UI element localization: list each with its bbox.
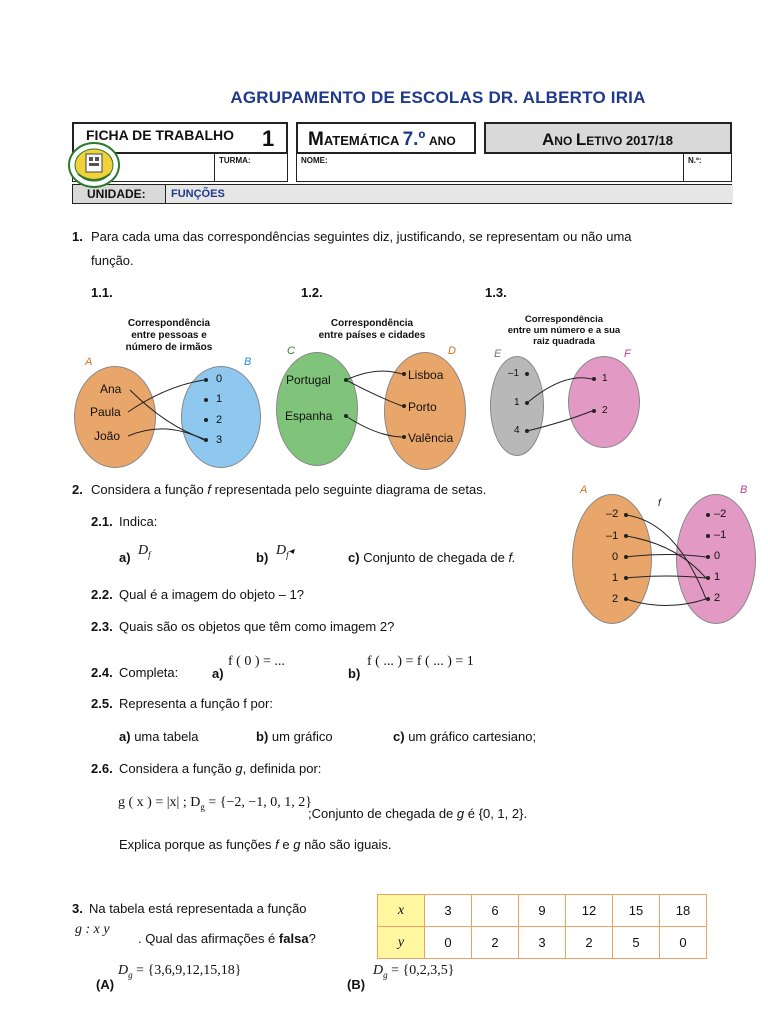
worksheet-number: 1 [262,126,275,151]
q3-option-a-math: $D_g = \{3,6,9,12,15,18\}$ [118,963,242,980]
q2-left-1: –1 [606,530,619,542]
q1-sub-3: 1.3. [485,285,507,300]
q2-fn-label: f [658,498,661,509]
d2-right-1: Porto [408,400,437,414]
q2-number: 2. [72,482,83,497]
d1-right-0: 0 [216,373,223,385]
d1-left-2: João [94,429,121,443]
d3-set-e: E [494,348,502,360]
q3-text-a: Na tabela está representada a função [89,901,307,916]
q25-c: c) um gráfico cartesiano; [393,729,537,744]
d1-right-2: 2 [216,414,223,426]
q3-y-0: 0 [425,927,472,959]
d2-right-2: Valência [408,431,454,445]
q2-arrows [566,482,758,626]
d3-title-1: Correspondência [524,314,604,325]
q3-x-3: 12 [566,895,613,927]
q3-x-0: 3 [425,895,472,927]
q21-text: Indica: [119,514,158,529]
turma-field[interactable]: TURMA: [214,154,288,182]
d3-title-2: entre um número e a sua [507,325,621,336]
q24-text: Completa: [119,665,179,680]
worksheet-label: FICHA DE TRABALHO [86,127,235,143]
q25-a: a) uma tabela [119,729,199,744]
d3-right-1: 2 [602,405,608,416]
q3-number: 3. [72,901,83,916]
d3-set-f: F [624,348,631,360]
diagram-1-2 [276,316,468,472]
diagram-1-3 [484,312,644,462]
d2-arrows [276,316,468,472]
d1-title-3: número de irmãos [125,342,213,353]
q2-left-3: 1 [612,572,619,584]
q3-y-4: 5 [613,927,660,959]
q23-text: Quais são os objetos que têm como imagem 2? [119,619,395,634]
q1-text-line1: Para cada uma das correspondências seguintes diz, justificando, se representam ou não uma [91,229,632,244]
q21-b-math: $D_f◂$ [276,543,294,560]
q2-right-4: 2 [714,592,721,604]
d3-left-1: 1 [514,397,520,408]
q2-text: Considera a função f representada pelo seguinte diagrama de setas. [91,482,487,497]
d2-set-d: D [448,345,456,357]
d1-right-1: 1 [216,393,223,405]
d2-right-0: Lisboa [408,368,444,382]
d1-left-1: Paula [90,405,121,419]
q2-right-1: –1 [714,529,727,541]
q2-left-0: –2 [606,508,619,520]
d2-set-c: C [287,345,295,357]
d3-left-0: –1 [508,368,520,379]
d2-left-0: Portugal [286,373,331,387]
q21-number: 2.1. [91,514,113,529]
q3-x-1: 6 [472,895,519,927]
q3-x-5: 18 [660,895,707,927]
q25-number: 2.5. [91,696,113,711]
subject: MATEMÁTICA 7.º ANO [308,129,456,150]
q3-y-5: 0 [660,927,707,959]
q1-sub-2: 1.2. [301,285,323,300]
d2-title-2: entre países e cidades [318,330,426,341]
q22-number: 2.2. [91,587,113,602]
q2-right-0: –2 [714,508,727,520]
q26-math: g ( x ) = |x| ; $D_g = \{-2$, −1, 0, 1, 2} [118,795,312,812]
q24-a-math: f ( 0 ) = ... [228,654,285,669]
q3-x-2: 9 [519,895,566,927]
d3-title-3: raiz quadrada [533,336,595,347]
school-title: AGRUPAMENTO DE ESCOLAS DR. ALBERTO IRIA [230,88,646,107]
d2-title-1: Correspondência [330,318,414,329]
d1-right-3: 3 [216,434,223,446]
q3-func: g : x y [75,922,110,937]
q3-y-3: 2 [566,927,613,959]
q3-table [377,894,707,959]
q2-right-3: 1 [714,571,721,583]
q21-c: c) Conjunto de chegada de f. [348,550,516,565]
q24-a-label: a) [212,666,224,681]
q3-x-4: 15 [613,895,660,927]
q1-sub-1: 1.1. [91,285,113,300]
unit-row [72,184,732,204]
school-year: ANO LETIVO 2017/18 [542,130,673,149]
nome-field[interactable]: NOME: [296,154,684,182]
ns-field[interactable]: N.º: [684,154,732,182]
q26-text: Considera a função g, definida por: [119,761,322,776]
q24-b-label: b) [348,666,361,681]
q23-number: 2.3. [91,619,113,634]
q21-b-label: b) [256,550,269,565]
d3-arrows [484,312,644,462]
q2-right-2: 0 [714,550,721,562]
unidade-label: UNIDADE: [87,187,146,201]
d3-left-2: 4 [514,425,520,436]
q21-a-label: a) [119,550,131,565]
q2-set-a: A [580,484,588,496]
student-row [72,154,732,184]
q3-option-b-math: $D_g = \{0,2,3,5\}$ [373,963,455,980]
diagram-1-1 [66,316,272,472]
school-logo [68,142,120,188]
d3-right-0: 1 [602,373,608,384]
q26-explain: Explica porque as funções f e g não são iguais. [119,837,392,852]
q25-text: Representa a função f por: [119,696,273,711]
q3-y-1: 2 [472,927,519,959]
q26-tail: ;Conjunto de chegada de g é {0, 1, 2}. [308,806,528,821]
q1-number: 1. [72,229,83,244]
school-year-box [484,122,732,154]
d1-left-0: Ana [100,382,122,396]
q3-table-x-label: x [378,895,425,927]
q24-number: 2.4. [91,665,113,680]
q3-y-2: 3 [519,927,566,959]
q25-b: b) um gráfico [256,729,333,744]
q22-text: Qual é a imagem do objeto – 1? [119,587,305,602]
q1-text-line2: função. [91,253,134,268]
d1-set-b: B [244,356,252,368]
q3-option-b-label[interactable]: (B) [347,977,366,992]
d2-left-1: Espanha [285,409,333,423]
q3-table-y-label: y [378,927,425,959]
q2-set-b: B [740,484,748,496]
d1-set-a: A [85,356,93,368]
d1-title-1: Correspondência [127,318,211,329]
q26-number: 2.6. [91,761,113,776]
q21-a-math: $D_f$ [138,543,151,560]
q3-option-a-label[interactable]: (A) [96,977,115,992]
d1-title-2: entre pessoas e [131,330,207,341]
q24-b-math: f ( ... ) = f ( ... ) = 1 [367,654,474,669]
unidade-value: FUNÇÕES [171,188,225,200]
q2-left-2: 0 [612,551,619,563]
q2-left-4: 2 [612,593,619,605]
q3-text-b: . Qual das afirmações é falsa? [138,931,316,946]
q3-table-row-x [378,895,707,927]
subject-box [296,122,476,154]
d1-arrows [66,316,272,472]
q2-diagram [566,482,758,626]
q3-table-row-y [378,927,707,959]
